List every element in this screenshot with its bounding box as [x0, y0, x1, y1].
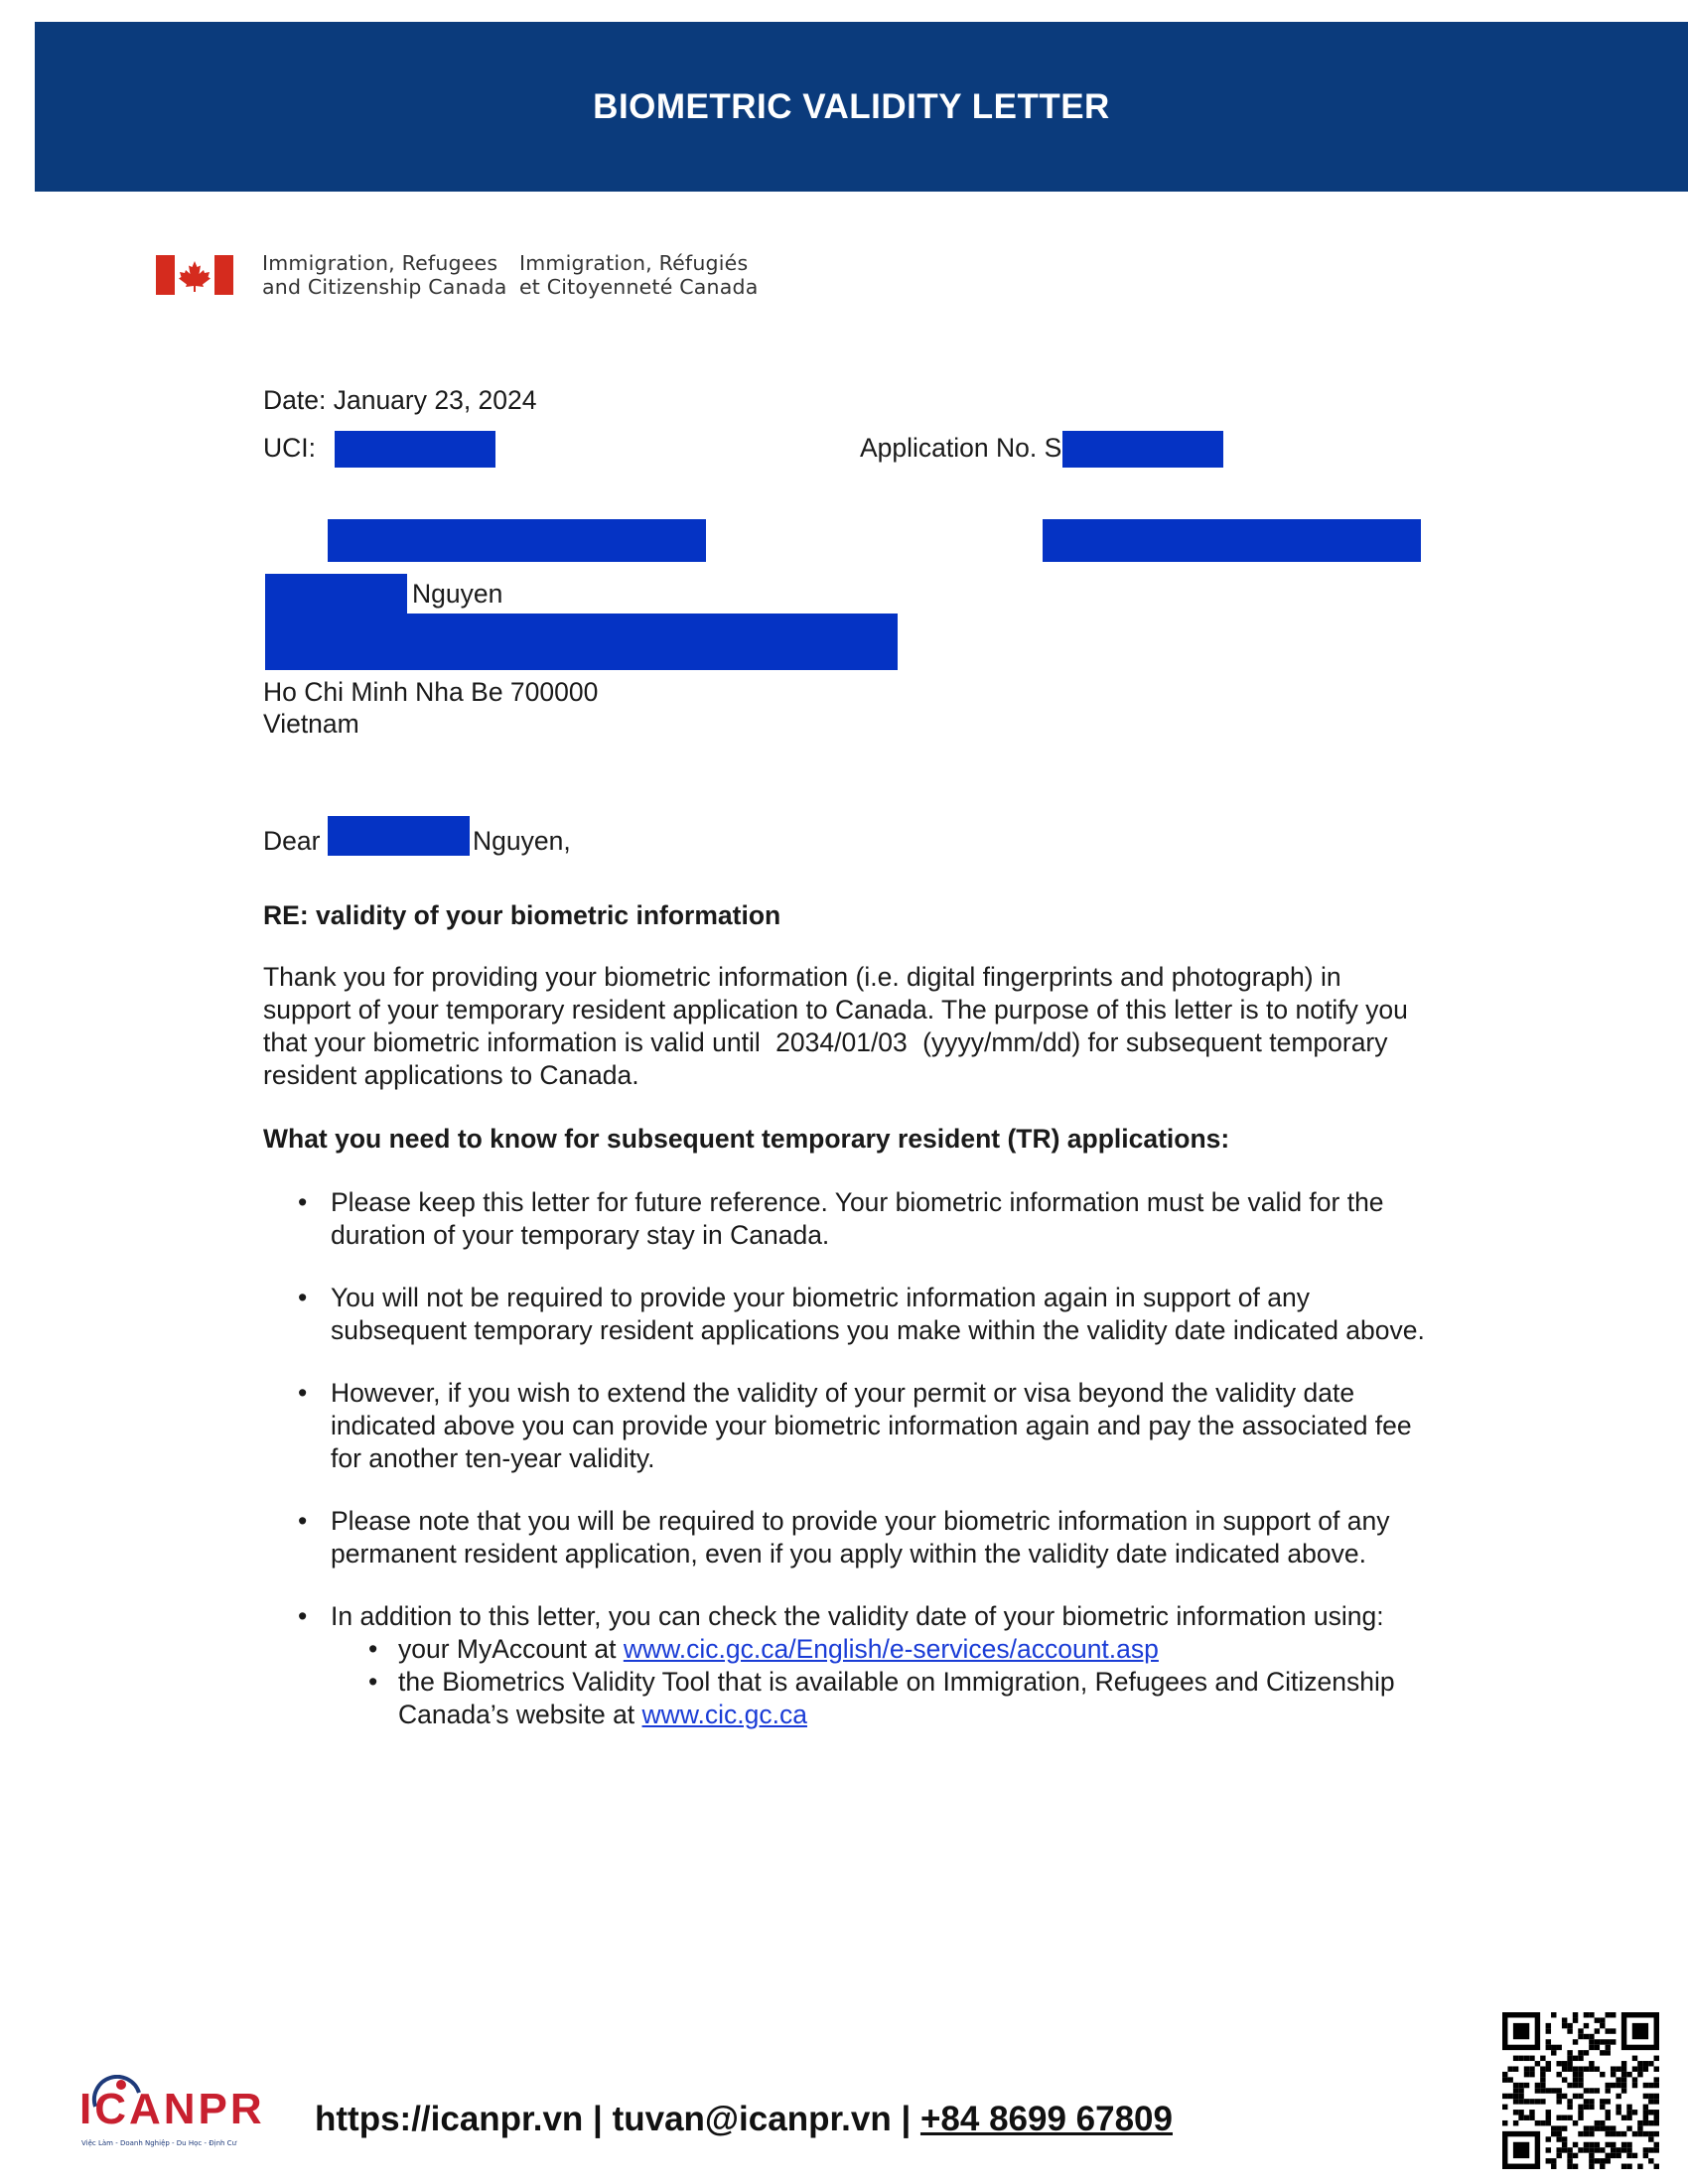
letter-subject: RE: validity of your biometric information: [263, 900, 781, 930]
list-item: [263, 1600, 1435, 1731]
street-address-redaction: [265, 614, 898, 670]
greeting-prefix: Dear: [263, 826, 321, 856]
department-fr-line1: Immigration, Réfugiés: [519, 251, 749, 275]
footer-email[interactable]: tuvan@icanpr.vn: [612, 2100, 892, 2138]
list-item: [263, 1377, 1435, 1475]
section-heading: What you need to know for subsequent temporary resident (TR) applications:: [263, 1124, 1230, 1154]
given-name-redaction: [265, 574, 407, 614]
footer-website[interactable]: https://icanpr.vn: [315, 2100, 584, 2138]
valid-until-date: 2034/01/03: [775, 1027, 908, 1057]
bullet-icon: •: [298, 1187, 308, 1217]
sublist-item-myaccount: [331, 1633, 1435, 1666]
cic-website-link[interactable]: www.cic.gc.ca: [641, 1700, 807, 1729]
redacted-block-left: [328, 519, 706, 562]
list-item: [263, 1505, 1435, 1570]
date-value: January 23, 2024: [333, 385, 537, 415]
department-name-french: [519, 251, 758, 299]
list-item: [263, 1282, 1435, 1347]
intro-text-part2: (yyyy/mm/dd) for subsequent temporary resident applications to Canada.: [263, 1027, 1388, 1090]
intro-text-part1: Thank you for providing your biometric information (i.e. digital fingerprints and photograph) in support of your temporary resident application to Canada. The purpose of this letter is to notify you that your biometric information is valid until: [263, 962, 1408, 1057]
list-item-text: However, if you wish to extend the validity of your permit or visa beyond the validity date indicated above you can provide your biometric information again and pay the associated fee for another ten-year validity.: [331, 1378, 1412, 1473]
department-en-line2: and Citizenship Canada: [262, 275, 507, 299]
bullet-icon: •: [368, 1634, 378, 1664]
letter-banner: [35, 22, 1688, 192]
bullet-icon: •: [298, 1283, 308, 1312]
validity-tool-text: the Biometrics Validity Tool that is available on Immigration, Refugees and Citizenship Canada’s website at: [398, 1667, 1395, 1729]
logo-tagline: Việc Làm - Doanh Nghiệp - Du Học - Định Cư: [81, 2139, 237, 2147]
list-item-text: In addition to this letter, you can check the validity date of your biometric information using:: [331, 1601, 1384, 1631]
footer-contact-line: [315, 2100, 1173, 2139]
sublist-item-validity-tool: [331, 1666, 1435, 1731]
uci-label: UCI:: [263, 433, 316, 463]
list-item-text: Please keep this letter for future reference. Your biometric information must be valid for the duration of your temporary stay in Canada.: [331, 1187, 1384, 1250]
banner-title: BIOMETRIC VALIDITY LETTER: [593, 86, 1110, 126]
address-city-line: Ho Chi Minh Nha Be 700000: [263, 677, 599, 707]
date-line: [263, 385, 537, 416]
application-number-redaction: [1062, 431, 1223, 468]
recipient-surname: Nguyen: [412, 579, 503, 609]
bullet-icon: •: [298, 1506, 308, 1536]
footer-phone[interactable]: +84 8699 67809: [919, 2100, 1173, 2138]
requirements-list: [263, 1186, 1435, 1731]
application-label: Application No. S: [860, 433, 1062, 463]
bullet-icon: •: [298, 1601, 308, 1631]
department-fr-line2: et Citoyenneté Canada: [519, 275, 759, 299]
footer-separator: |: [583, 2100, 613, 2138]
canada-flag-icon: [156, 255, 233, 295]
greeting-suffix: Nguyen,: [473, 826, 571, 856]
qr-code-icon[interactable]: [1502, 2012, 1659, 2169]
bullet-icon: •: [368, 1667, 378, 1697]
address-country-line: Vietnam: [263, 709, 359, 739]
list-item-text: Please note that you will be required to provide your biometric information in support of any permanent resident application, even if you apply within the validity date indicated above.: [331, 1506, 1390, 1569]
redacted-block-right: [1043, 519, 1421, 562]
greeting-name-redaction: [328, 816, 470, 856]
list-item-text: You will not be required to provide your biometric information again in support of any subsequent temporary resident applications you make within the validity date indicated above.: [331, 1283, 1425, 1345]
footer-separator: |: [891, 2100, 920, 2138]
intro-paragraph: [263, 961, 1415, 1092]
validity-check-sublist: [331, 1633, 1435, 1731]
department-name-english: [262, 251, 507, 299]
list-item: [263, 1186, 1435, 1252]
myaccount-link[interactable]: www.cic.gc.ca/English/e-services/account.asp: [623, 1634, 1159, 1664]
icanpr-logo: [79, 2085, 263, 2159]
myaccount-text: your MyAccount at: [398, 1634, 617, 1664]
application-number-line: [860, 433, 1061, 464]
department-en-line1: Immigration, Refugees: [262, 251, 498, 275]
bullet-icon: •: [298, 1378, 308, 1408]
date-label: Date:: [263, 385, 327, 415]
uci-redaction: [335, 431, 495, 468]
logo-text: ICANPR: [79, 2085, 265, 2133]
